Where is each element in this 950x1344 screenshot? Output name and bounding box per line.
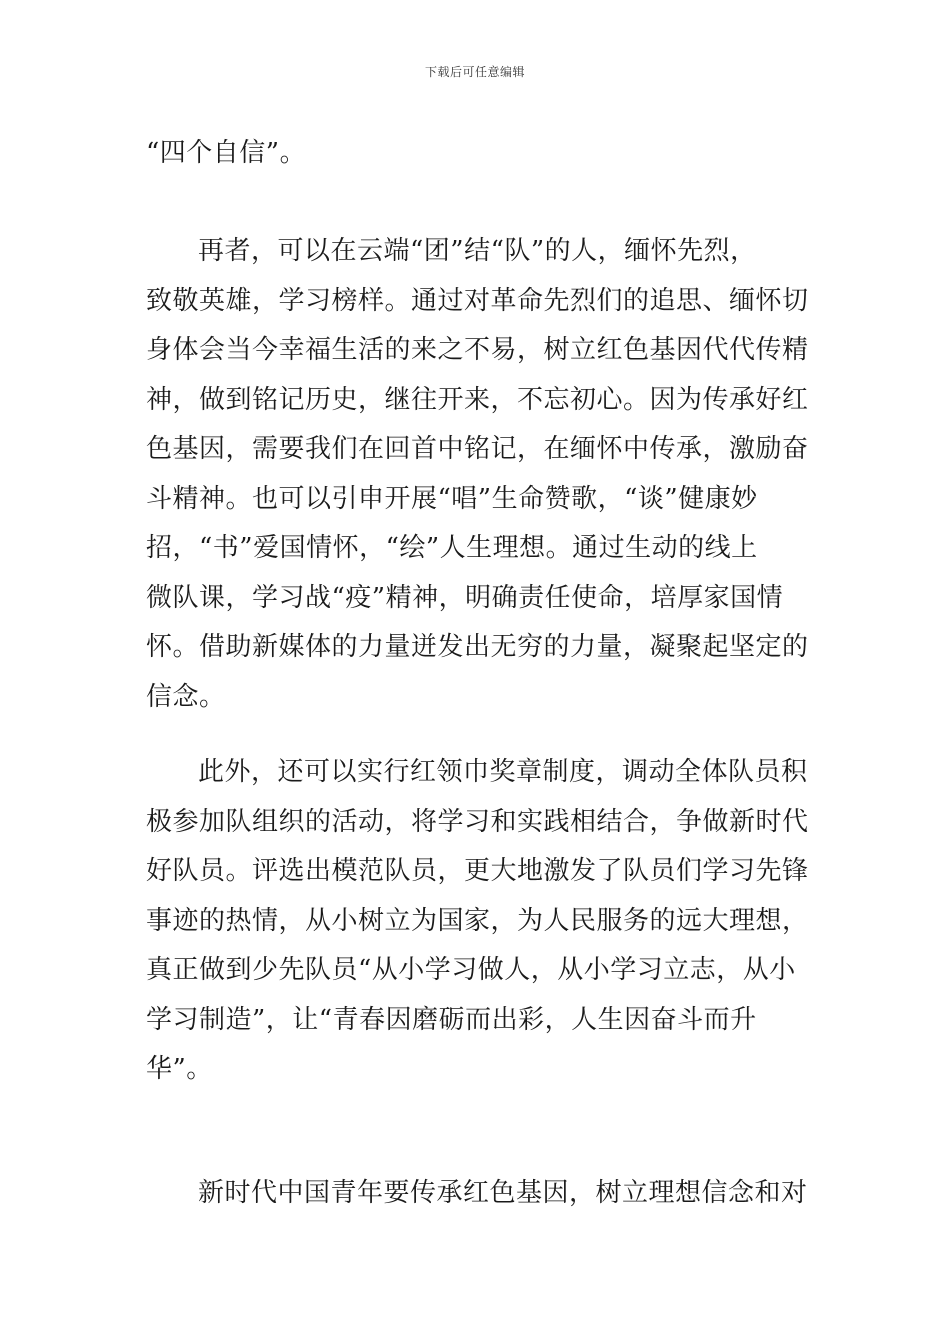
text-line: “四个自信”。 (146, 138, 307, 168)
paragraph-0 (146, 129, 810, 179)
text-line: 信念。 (146, 681, 226, 712)
text-line: 身体会当今幸福生活的来之不易，树立红色基因代代传精 (146, 335, 809, 365)
text-line: 真正做到少先队员“从小学习做人，从小学习立志，从小 (146, 955, 796, 985)
paragraph-3 (146, 1169, 810, 1219)
text-line: 好队员。评选出模范队员，更大地激发了队员们学习先锋 (146, 856, 809, 886)
text-line: 华”。 (146, 1054, 213, 1084)
text-line: 神，做到铭记历史，继往开来，不忘初心。因为传承好红 (146, 384, 809, 415)
paragraph-1 (146, 227, 810, 722)
text-line: 色基因，需要我们在回首中铭记，在缅怀中传承，激励奋 (146, 434, 809, 464)
text-line: 新时代中国青年要传承红色基因，树立理想信念和对 (198, 1178, 808, 1208)
paragraph-2 (146, 748, 810, 1095)
text-line: 再者，可以在云端“团”结“队”的人，缅怀先烈， (198, 236, 757, 266)
text-line: 斗精神。也可以引申开展“唱”生命赞歌，“谈”健康妙 (146, 483, 758, 514)
text-line: 怀。借助新媒体的力量迸发出无穷的力量，凝聚起坚定的 (146, 632, 809, 662)
text-line: 招，“书”爱国情怀，“绘”人生理想。通过生动的线上 (146, 533, 758, 563)
text-line: 微队课，学习战“疫”精神，明确责任使命，培厚家国情 (146, 582, 784, 613)
text-line: 事迹的热情，从小树立为国家，为人民服务的远大理想， (146, 905, 809, 936)
text-line: 此外，还可以实行红领巾奖章制度，调动全体队员积 (198, 757, 808, 787)
text-line: 极参加队组织的活动，将学习和实践相结合，争做新时代 (146, 806, 809, 837)
page-header: 下载后可任意编辑 (424, 65, 525, 79)
text-line: 学习制造”，让“青春因磨砺而出彩，人生因奋斗而升 (146, 1004, 757, 1035)
text-line: 致敬英雄，学习榜样。通过对革命先烈们的追思、缅怀切 (146, 285, 809, 316)
